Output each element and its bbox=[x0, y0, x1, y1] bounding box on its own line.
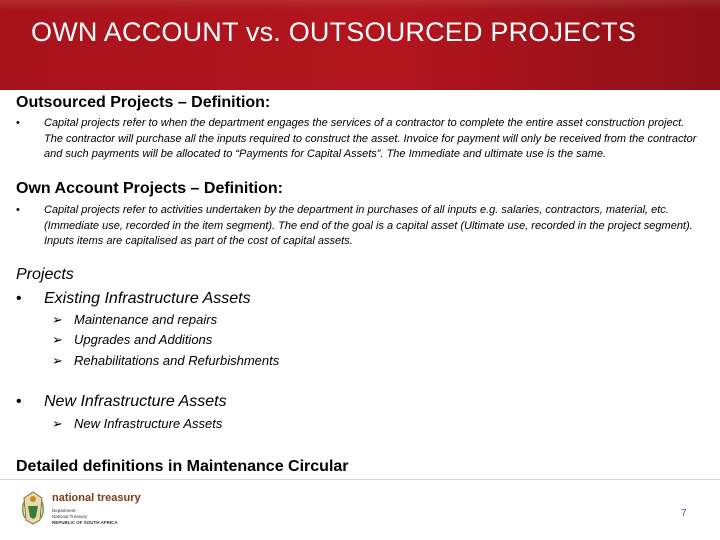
projects-label: Projects bbox=[16, 266, 74, 283]
footer-divider bbox=[0, 479, 720, 480]
logo-name: national treasury bbox=[52, 492, 141, 504]
list-item bbox=[52, 416, 222, 432]
bullet-icon: • bbox=[16, 290, 22, 307]
footer-heading: Detailed definitions in Maintenance Circular bbox=[16, 458, 349, 475]
list-item bbox=[52, 312, 217, 328]
logo-line: REPUBLIC OF SOUTH AFRICA bbox=[52, 520, 118, 525]
arrow-bullet-icon: ➢ bbox=[52, 353, 63, 368]
own-account-definition-text: Capital projects refer to activities undertaken by the department in purchases of all inputs e.g. salaries, contractors, material, etc. (Immediate use, recorded in the item segment). The end of the goal is a capital asset (Ultimate use, recorded in the project segment). Inputs items are capitalised as part of the cost of capital assets. bbox=[44, 204, 693, 247]
arrow-bullet-icon: ➢ bbox=[52, 312, 63, 327]
list-item-label: Maintenance and repairs bbox=[74, 312, 218, 327]
own-account-heading: Own Account Projects – Definition: bbox=[16, 180, 283, 197]
page-number: 7 bbox=[681, 508, 687, 519]
existing-infrastructure-label: Existing Infrastructure Assets bbox=[44, 290, 251, 307]
bullet-icon: • bbox=[16, 117, 20, 129]
outsourced-heading: Outsourced Projects – Definition: bbox=[16, 94, 271, 111]
list-item-label: New Infrastructure Assets bbox=[74, 416, 223, 431]
arrow-bullet-icon: ➢ bbox=[52, 332, 63, 347]
coat-of-arms-icon bbox=[20, 490, 46, 526]
list-item-label: Upgrades and Additions bbox=[74, 332, 213, 347]
arrow-bullet-icon: ➢ bbox=[52, 416, 63, 431]
title-bar bbox=[0, 0, 720, 90]
outsourced-definition bbox=[16, 116, 706, 163]
list-item-label: Rehabilitations and Refurbishments bbox=[74, 353, 280, 368]
existing-infrastructure-item bbox=[16, 290, 251, 308]
outsourced-definition-text: Capital projects refer to when the department engages the services of a contractor to complete the entire asset construction project. The contractor will purchase all the inputs required to construct the asset. Invoice for payment will only be received from the contractor and such payments will be allocated to “Payments for Capital Assets”. The Immediate and ultimate use is the same. bbox=[44, 117, 697, 160]
list-item bbox=[52, 353, 279, 369]
title-bar-shine bbox=[0, 0, 720, 10]
logo-line: National Treasury bbox=[52, 514, 88, 519]
list-item bbox=[52, 332, 212, 348]
bullet-icon: • bbox=[16, 204, 20, 216]
own-account-definition bbox=[16, 203, 706, 250]
bullet-icon: • bbox=[16, 393, 22, 410]
logo-line: Department: bbox=[52, 508, 77, 513]
page-title: OWN ACCOUNT vs. OUTSOURCED PROJECTS bbox=[31, 17, 637, 47]
new-infrastructure-label: New Infrastructure Assets bbox=[44, 393, 227, 410]
new-infrastructure-item bbox=[16, 393, 227, 411]
